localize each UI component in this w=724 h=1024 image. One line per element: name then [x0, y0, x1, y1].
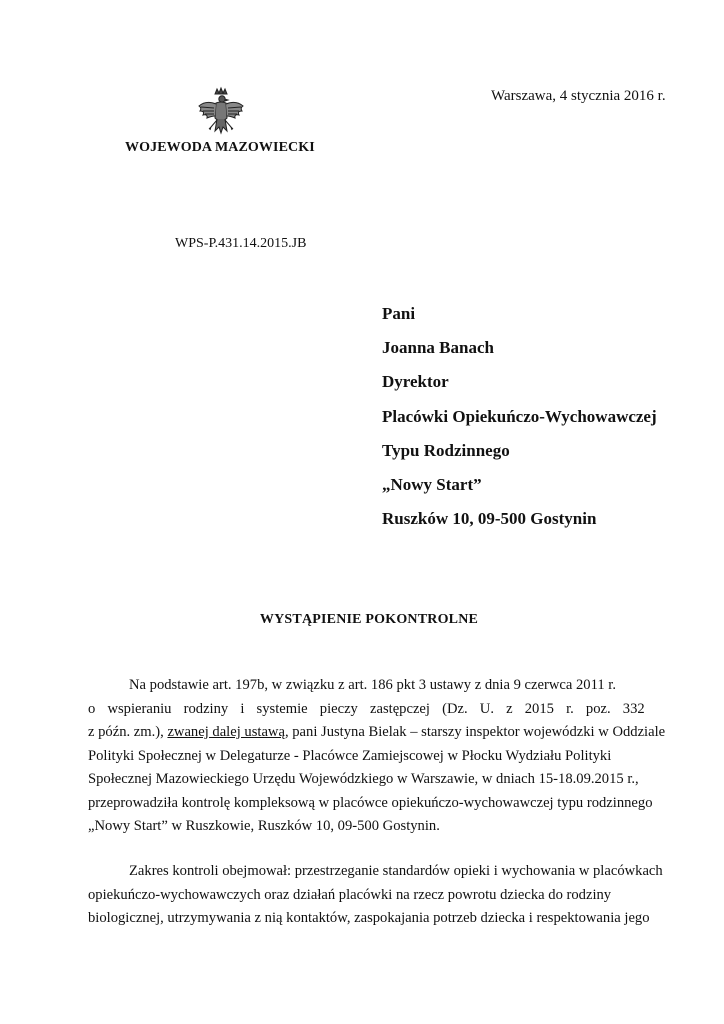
document-title: WYSTĄPIENIE POKONTROLNE: [259, 612, 479, 627]
addressee-salutation: Pani: [382, 304, 416, 323]
paragraph-2-line-3: biologicznej, utrzymywania z nią kontaktów, zaspokajania potrzeb dziecka i respektowania jego: [88, 910, 650, 926]
paragraph-1-line-7: „Nowy Start” w Ruszkowie, Ruszków 10, 09-500 Gostynin.: [88, 818, 440, 834]
addressee-block: [382, 304, 657, 543]
polish-eagle-emblem-icon: [196, 86, 246, 142]
paragraph-2-line-2: opiekuńczo-wychowawczych oraz działań placówki na rzecz powrotu dziecka do rodziny: [88, 886, 612, 903]
paragraph-1-line-6: przeprowadziła kontrolę kompleksową w placówce opiekuńczo-wychowawczej typu rodzinnego: [88, 794, 653, 811]
addressee-address: Ruszków 10, 09-500 Gostynin: [382, 509, 597, 529]
addressee-position: Dyrektor: [382, 372, 449, 392]
paragraph-1-line-1: Na podstawie art. 197b, w związku z art. 186 pkt 3 ustawy z dnia 9 czerwca 2011 r.: [129, 677, 616, 693]
paragraph-1-line-3: z późn. zm.), zwanej dalej ustawą , pani Justyna Bielak – starszy inspektor wojewódzki w Oddziale: [88, 723, 668, 747]
paragraph-1: [88, 676, 668, 841]
issuer-name: WOJEWODA MAZOWIECKI: [125, 140, 315, 155]
addressee-name: Joanna Banach: [382, 338, 494, 358]
paragraph-1-line-2: o wspieraniu rodziny i systemie pieczy zastępczej (Dz. U. z 2015 r. poz. 332: [88, 700, 645, 717]
addressee-institution-line2: Typu Rodzinnego: [382, 440, 510, 460]
addressee-institution-name: „Nowy Start”: [382, 474, 482, 494]
reference-number: WPS-P.431.14.2015.JB: [175, 236, 307, 251]
addressee-institution-line1: Placówki Opiekuńczo-Wychowawczej: [382, 406, 657, 426]
paragraph-1-line-4: Polityki Społecznej w Delegaturze - Placówce Zamiejscowej w Płocku Wydziału Polityki: [88, 747, 612, 764]
paragraph-2: [88, 862, 668, 933]
paragraph-2-line-1: Zakres kontroli obejmował: przestrzeganie standardów opieki i wychowania w placówkach: [129, 863, 663, 879]
paragraph-1-line-5: Społecznej Mazowieckiego Urzędu Wojewódzkiego w Warszawie, w dniach 15-18.09.2015 r.,: [88, 771, 639, 787]
underlined-term: zwanej dalej ustawą: [167, 724, 285, 740]
place-date: Warszawa, 4 stycznia 2016 r.: [491, 88, 666, 104]
